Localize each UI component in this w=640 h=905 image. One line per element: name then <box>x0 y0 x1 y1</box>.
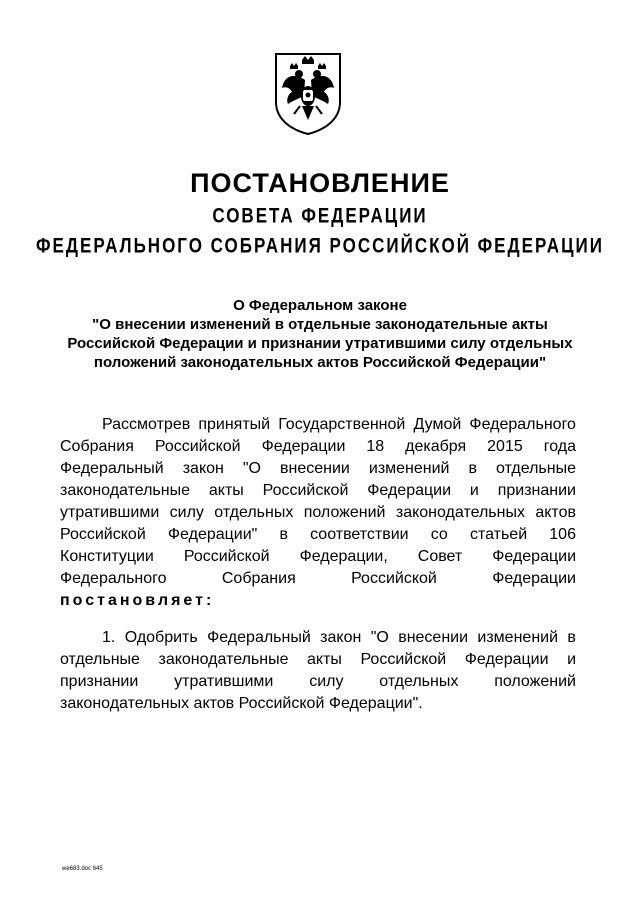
word: Российской <box>360 651 447 668</box>
word: 18 <box>366 438 385 455</box>
word: Российской <box>183 548 270 565</box>
document-subject <box>60 296 580 372</box>
word: утратившими <box>60 504 160 521</box>
word: Одобрить <box>124 629 198 646</box>
text-line: законодательных актов Российской Федерации". <box>60 695 423 712</box>
word: и <box>469 482 479 499</box>
word: Конституции <box>60 548 154 565</box>
issuer-line-1: СОВЕТА ФЕДЕРАЦИИ <box>212 203 428 228</box>
word: и <box>567 651 576 668</box>
word: закон <box>320 629 362 646</box>
word: отдельные <box>60 651 140 668</box>
text-line <box>60 546 576 568</box>
subject-line: О Федеральном законе <box>233 297 407 314</box>
word: Федеральный <box>60 460 164 477</box>
document-title: ПОСТАНОВЛЕНИЕ <box>190 168 450 198</box>
word: изменений <box>368 460 450 477</box>
word: актов <box>535 504 576 521</box>
word: в <box>468 460 478 477</box>
resolves-keyword: постановляет: <box>60 592 215 609</box>
word: Федерального <box>60 570 167 587</box>
word: акты <box>208 482 244 499</box>
text-line <box>60 568 576 590</box>
text-line <box>60 649 576 671</box>
word: положений <box>303 504 386 521</box>
word: 106 <box>549 526 576 543</box>
text-line <box>60 436 576 458</box>
word: со <box>430 526 448 543</box>
word: отдельные <box>496 460 576 477</box>
word: признании <box>497 482 576 499</box>
word: отдельных <box>214 504 294 521</box>
word: "О <box>370 629 389 646</box>
word: силу <box>309 673 344 690</box>
text-line <box>60 627 576 649</box>
word: Российской <box>262 482 349 499</box>
word: изменений <box>477 629 559 646</box>
word: "О <box>242 460 261 477</box>
word: 1. <box>102 629 116 646</box>
text-line <box>60 671 576 693</box>
word: акты <box>307 651 342 668</box>
word: Российской <box>154 438 241 455</box>
word: внесении <box>280 460 350 477</box>
word: 2015 <box>487 438 523 455</box>
word: Федерации <box>464 651 549 668</box>
word: Федерального <box>469 416 576 433</box>
word: Собрания <box>60 438 134 455</box>
word: Федерации <box>492 548 576 565</box>
word: соответствии <box>310 526 409 543</box>
subject-line: "О внесении изменений в отдельные законодательные акты <box>92 316 548 333</box>
text-line <box>60 480 576 502</box>
word: положений <box>494 673 576 690</box>
resolution-item-1 <box>60 627 576 715</box>
preamble-paragraph <box>60 414 576 612</box>
word: декабря <box>405 438 467 455</box>
word: признании <box>60 673 139 690</box>
word: Собрания <box>221 570 296 587</box>
word: Российской <box>351 570 437 587</box>
word: отдельных <box>379 673 459 690</box>
subject-line: положений законодательных актов Российской Федерации" <box>93 354 547 371</box>
word: Федерации <box>492 570 576 587</box>
word: Федеральный <box>207 629 311 646</box>
word: Российской <box>60 526 146 543</box>
word: Государственной <box>278 416 406 433</box>
word: законодательные <box>158 651 289 668</box>
word: статьей <box>469 526 528 543</box>
russian-coat-of-arms-emblem <box>272 50 344 136</box>
word: в <box>567 629 576 646</box>
word: Федерации, <box>299 548 388 565</box>
word: Федерации <box>261 438 346 455</box>
text-line <box>60 458 576 480</box>
word: Федерации <box>367 482 452 499</box>
word: силу <box>169 504 204 521</box>
word: Федерации" <box>167 526 258 543</box>
text-line <box>60 414 576 436</box>
issuer-line-2: ФЕДЕРАЛЬНОГО СОБРАНИЯ РОССИЙСКОЙ ФЕДЕРАЦИИ <box>36 233 604 258</box>
document-reference: we683.doc 645 <box>62 866 103 872</box>
word: года <box>543 438 576 455</box>
word: закон <box>182 460 224 477</box>
word: законодательных <box>395 504 525 521</box>
word: внесении <box>398 629 469 646</box>
text-line <box>60 524 576 546</box>
word: законодательные <box>60 482 190 499</box>
word: Рассмотрев <box>102 416 191 433</box>
word: принятый <box>198 416 271 433</box>
word: Думой <box>413 416 462 433</box>
word: Совет <box>417 548 463 565</box>
subject-line: Российской Федерации и признании утратившими силу отдельных <box>67 335 573 352</box>
word: в <box>279 526 288 543</box>
text-line <box>60 502 576 524</box>
word: утратившими <box>174 673 274 690</box>
